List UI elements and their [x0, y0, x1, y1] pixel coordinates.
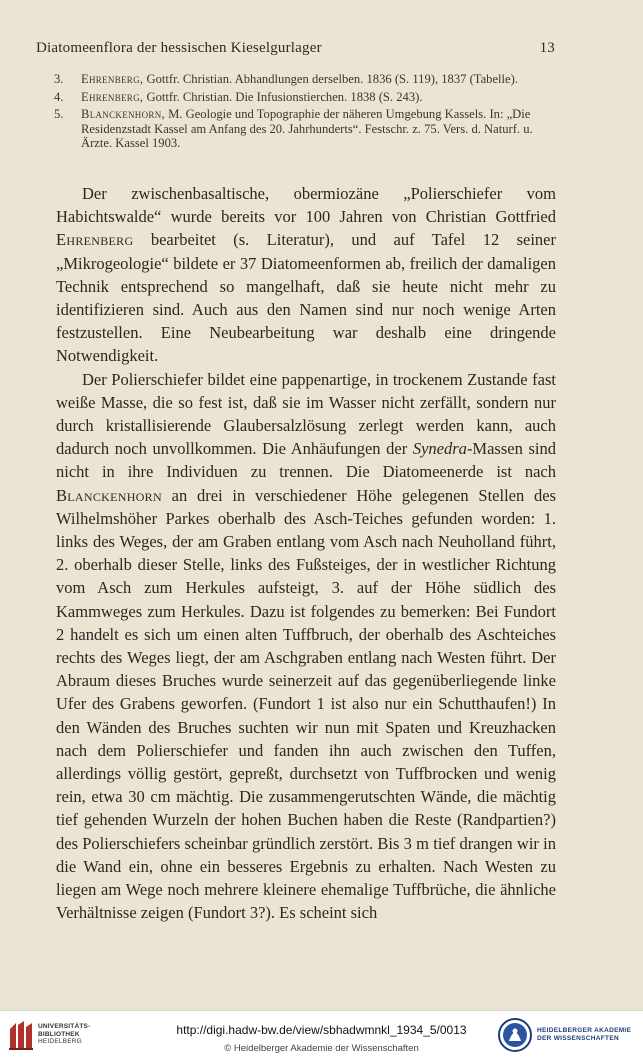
reference-number: 5. [54, 107, 64, 121]
reference-number: 4. [54, 89, 64, 104]
library-name-line: BIBLIOTHEK [38, 1030, 80, 1038]
paragraph [56, 368, 556, 925]
paragraph-text: Der Polierschiefer bildet eine pappenartige, in trockenem Zustande fast weiße Masse, die so fest ist, daß sie im Wasser nicht zerfällt, sondern nur durch kristallisierende Glaubersalzlösung zerlegt werden kann, auch dadurch noch unvollkommen. Die Anhäufungen der [56, 369, 556, 459]
reference-item [54, 72, 564, 87]
viewer-footer [0, 1010, 643, 1059]
running-title: Diatomeenflora der hessischen Kieselgurlager [36, 40, 322, 56]
genus-name: Synedra [412, 439, 467, 459]
body-text [56, 182, 556, 925]
academy-name [537, 1027, 631, 1043]
reference-text [81, 90, 564, 105]
reference-item [54, 107, 564, 151]
page-number: 13 [539, 40, 555, 56]
reference-list [54, 72, 564, 154]
reference-author: Blanckenhorn, [81, 107, 165, 121]
reference-details: Gottfr. Christian. Abhandlungen derselben. 1836 (S. 119), 1837 (Tabelle). [143, 72, 518, 86]
reference-author: Ehrenberg, [81, 72, 144, 86]
author-name: Ehrenberg [56, 230, 134, 250]
author-name: Blanckenhorn [56, 485, 162, 505]
reference-details: M. Geologie und Topographie der näheren Umgebung Kassels. In: „Die Residenzstadt Kassel am Anfang des 20. Jahrhunderts“. Festschr. z. 75. Vers. d. Naturf. u. Ärzte. Kassel 1903. [81, 107, 533, 150]
academy-seal-icon[interactable] [498, 1018, 532, 1052]
paragraph-text: Der zwischenbasaltische, obermiozäne „Polierschiefer vom Habichtswalde“ wurde bereits vor 100 Jahren von Christian Gottfried [56, 184, 556, 227]
academy-name-line: HEIDELBERGER AKADEMIE [537, 1027, 632, 1034]
academy-name-line: DER WISSENSCHAFTEN [537, 1035, 619, 1042]
reference-text [81, 72, 564, 87]
reference-text [81, 107, 564, 151]
paragraph-text: an drei in verschiedener Höhe gelegenen Stellen des Wilhelmshöher Parkes oberhalb des Asch-Teiches gefunden worden: 1. links des Weges, der am Graben entlang vom Asch nach Neuholland führt, 2. oberhalb dieser Stelle, links des Fußsteiges, der in westlicher Richtung vom Asch zum Herkules aufsteigt, 3. auf der Höhe südlich des Kammweges zum Herkules. Dazu ist folgendes zu bemerken: Bei Fundort 2 handelt es sich um einen alten Tuffbruch, der oberhalb des Aschteiches rechts des Weges liegt, der am Aschgraben entlang nach Westen führt. Der Abraum dieses Bruches wurde seinerzeit auf das gegenüberliegende linke Ufer des Grabens geworfen. (Fundort 1 ist also nur ein Schutthaufen!) In den Wänden des Bruches suchten wir nun mit Spaten und Kreuzhacken nach dem Polierschiefer und fanden ihn auch zwischen den Tuffen, allerdings völlig gestört, gepreßt, durchsetzt von Tuffbrocken und wenig rein, etwa 30 cm mächtig. Die zusammengerutschten Wände, die mächtig tief gehenden Wurzeln der hohen Buchen haben die Reste (Randpartien?) des Polierschiefers scheinbar gründlich zerstört. Bis 3 m tief drangen wir in die Wand ein, ohne ein besseres Ergebnis zu erhalten. Nach Westen zu liegen am Wege noch mehrere kleinere ehemalige Tuffbrüche, die ähnliche Verhältnisse zeigen (Fundort 3?). Es scheint sich [56, 485, 556, 923]
library-name-line: UNIVERSITÄTS- [38, 1023, 91, 1030]
paragraph-text: bearbeitet (s. Literatur), und auf Tafel 12 seiner „Mikrogeologie“ bildete er 37 Diatomeenformen ab, freilich der damaligen Technik entsprechend so mangelhaft, daß sie heute nicht mehr zu identifizieren sind. Auch aus den Namen sind nur noch wenige Arten festzustellen. Eine Neubearbeitung war deshalb eine dringende Notwendigkeit. [56, 230, 556, 366]
reference-details: Gottfr. Christian. Die Infusionstierchen. 1838 (S. 243). [143, 89, 423, 104]
reference-author: Ehrenberg, [81, 89, 144, 104]
paragraph-text: -Massen sind nicht in ihre Individuen zu trennen. Die Diatomeenerde ist nach [56, 439, 556, 482]
reference-item [54, 90, 564, 105]
reference-number: 3. [54, 72, 64, 86]
permalink-url[interactable]: http://digi.hadw-bw.de/view/sbhadwmnkl_1934_5/0013 [176, 1023, 467, 1037]
copyright-notice: © Heidelberger Akademie der Wissenschaften [224, 1043, 419, 1054]
paragraph [56, 182, 556, 368]
library-name-line: HEIDELBERG [38, 1038, 82, 1045]
